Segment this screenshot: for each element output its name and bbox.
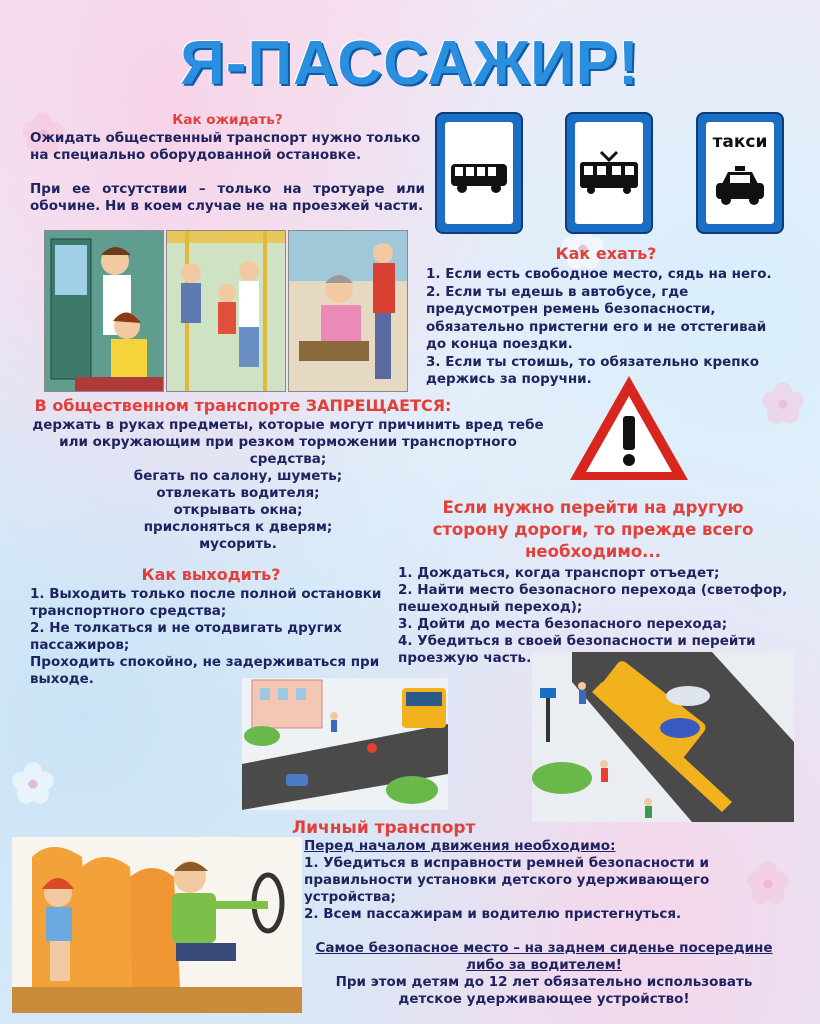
blossom-icon [10, 760, 56, 806]
bus-interior-illustration-3 [288, 230, 408, 392]
ride-section [426, 244, 786, 389]
street-crossing-illustration-1 [242, 678, 448, 810]
exit-heading: Как выходить? [141, 565, 281, 584]
wait-section [30, 112, 425, 215]
bus-icon [445, 122, 513, 224]
cross-item-2: 2. Найти место безопасного перехода (светофор, пешеходный переход); [398, 582, 788, 615]
ride-item-2: 2. Если ты едешь в автобусе, где предусмотрен ремень безопасности, обязательно пристегни его и не отстегивай до конца поездки. [426, 283, 767, 352]
forbidden-item-3: отвлекать водителя; [156, 485, 320, 501]
street-crossing-illustration-2 [532, 652, 794, 822]
tram-stop-sign [567, 114, 651, 232]
wait-heading: Как ожидать? [172, 112, 283, 128]
exit-item-1: 1. Выходить только после полной остановки транспортного средства; [30, 586, 382, 619]
forbidden-item-2: бегать по салону, шуметь; [133, 468, 343, 484]
safe-seat-note: Самое безопасное место – на заднем сиденье посередине либо за водителем! [315, 940, 773, 973]
ride-heading: Как ехать? [555, 244, 657, 263]
cross-section [398, 497, 788, 667]
wait-text-2: При ее отсутствии – только на тротуаре или обочине. Ни в коем случае не на проезжей части. [30, 181, 425, 214]
forbidden-item-6: мусорить. [199, 536, 277, 552]
bus-interior-illustration-2 [166, 230, 286, 392]
child-seat-note: При этом детям до 12 лет обязательно использовать детское удерживающее устройство! [335, 974, 753, 1007]
exit-section [30, 565, 392, 688]
bus-stop-sign [437, 114, 521, 232]
exit-list [30, 586, 392, 688]
cross-item-4: 4. Убедиться в своей безопасности и перейти проезжую часть. [398, 633, 756, 666]
ride-item-1: 1. Если есть свободное место, сядь на него. [426, 266, 772, 282]
taxi-stop-sign [698, 114, 782, 232]
car-interior-illustration [12, 837, 302, 1013]
forbidden-item-5: прислоняться к дверям; [143, 519, 333, 535]
personal-section [304, 838, 784, 1008]
poster-title: Я-ПАССАЖИР! [180, 29, 640, 98]
tram-icon [575, 122, 643, 224]
forbidden-item-4: открывать окна; [173, 502, 303, 518]
personal-item-1: 1. Убедиться в исправности ремней безопасности и правильности установки детского удерживающего устройства; [304, 855, 710, 905]
warning-icon [566, 372, 692, 484]
personal-item-2: 2. Всем пассажирам и водителю пристегнуться. [304, 906, 682, 922]
ride-list [426, 266, 786, 389]
cross-item-1: 1. Дождаться, когда транспорт отъедет; [398, 565, 720, 581]
forbidden-heading: В общественном транспорте ЗАПРЕЩАЕТСЯ: [34, 396, 452, 415]
forbidden-item-1: держать в руках предметы, которые могут причинить вред тебе или окружающим при резком торможении транспортного средства; [32, 417, 544, 467]
cross-item-3: 3. Дойти до места безопасного перехода; [398, 616, 728, 632]
exit-item-2: 2. Не толкаться и не отодвигать других пассажиров; [30, 620, 342, 653]
personal-subheading: Перед началом движения необходимо: [304, 838, 616, 854]
cross-heading: Если нужно перейти на другую сторону дороги, то прежде всего необходимо... [432, 498, 754, 561]
personal-list [304, 855, 784, 923]
exit-item-3: Проходить спокойно, не задерживаться при выходе. [30, 654, 380, 687]
personal-heading: Личный транспорт [292, 818, 476, 838]
ride-item-3: 3. Если ты стоишь, то обязательно крепко держись за поручни. [426, 353, 760, 387]
taxi-label: такси [712, 132, 768, 152]
bus-interior-illustration-1 [44, 230, 164, 392]
taxi-icon [706, 156, 774, 226]
wait-text-1: Ожидать общественный транспорт нужно только на специально оборудованной остановке. [30, 130, 421, 163]
